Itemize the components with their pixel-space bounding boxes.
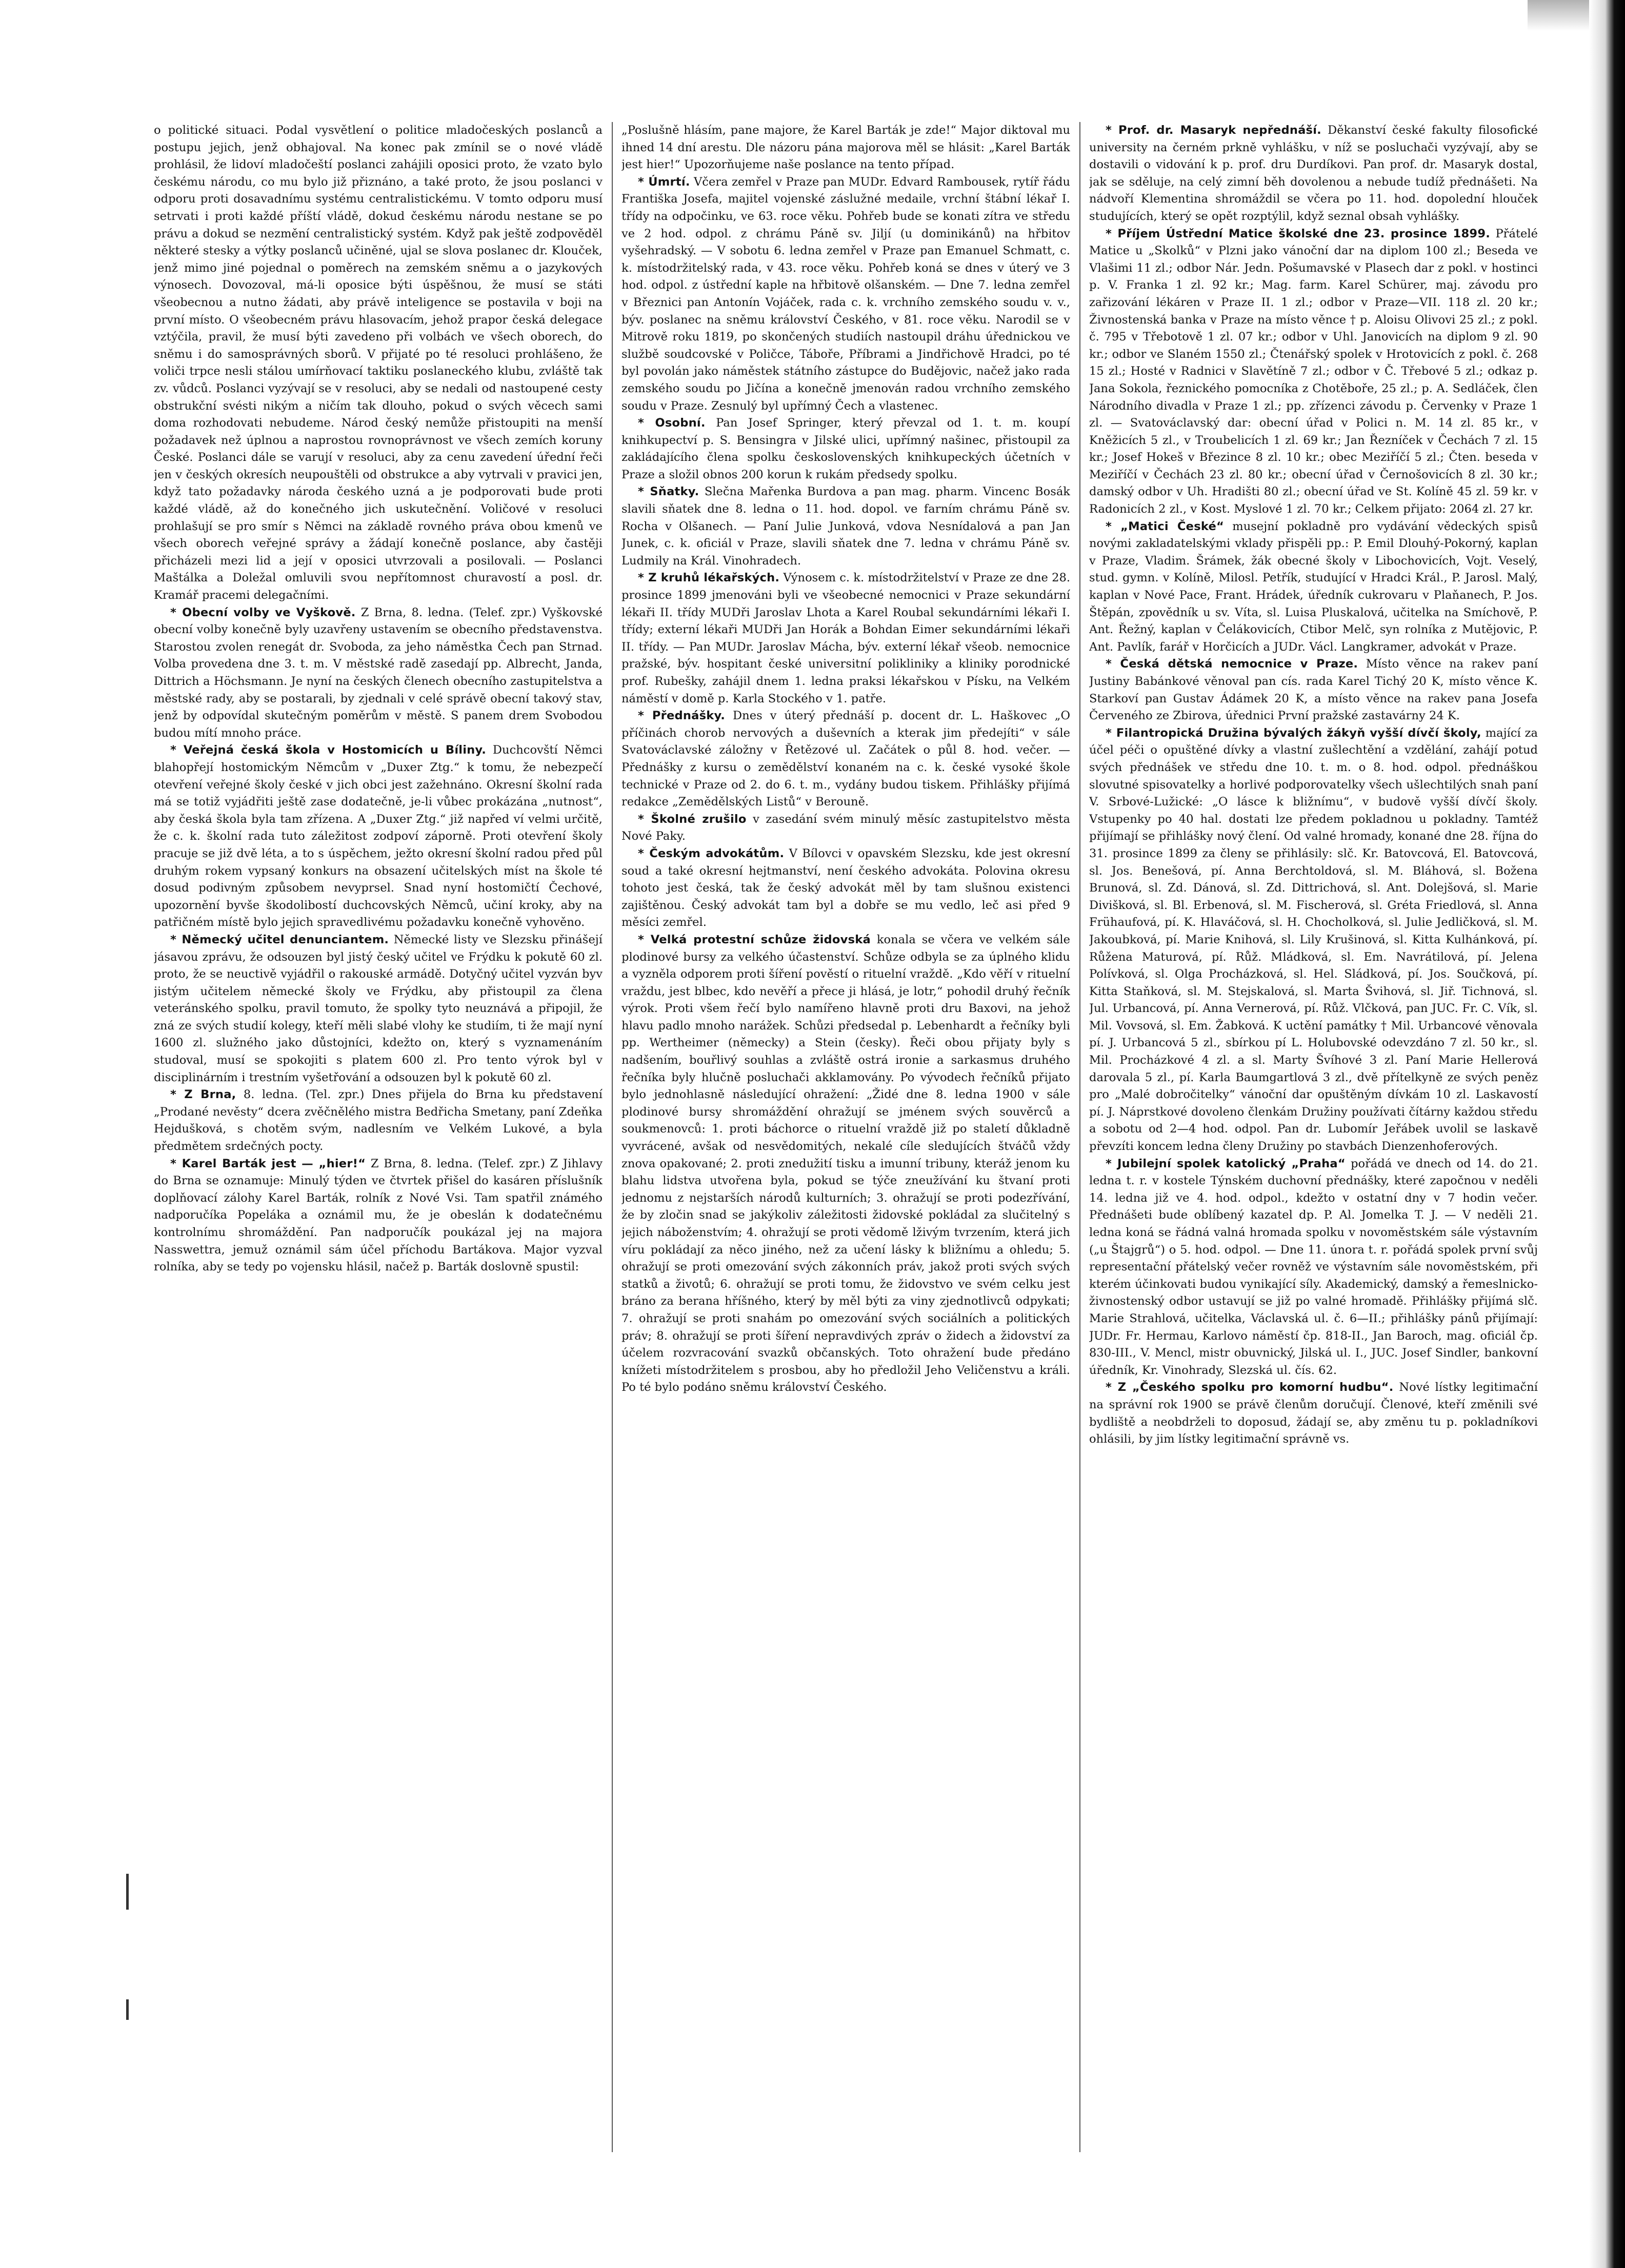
- article-text: Místo věnce na rakev paní Justiny Babánkové věnoval pan cís. rada Karel Tichý 20 K, místo věnce K. Starkoví pan Gustav Ádámek 20 K, a místo věnce na rakev pana Josefa Červeného ze Zbirova, úřednici První pražské zastavárny 24 K.: [1089, 657, 1538, 723]
- margin-pencil-mark: [126, 1874, 129, 1910]
- column-divider: [612, 122, 613, 2152]
- article-text: 8. ledna. (Tel. zpr.) Dnes přijela do Brna ku představení „Prodané nevěsty“ dcera zvěčnělého mistra Bedřicha Smetany, paní Zdeňka Hejdušková, s chotěm svým, nadlesním ve Velkém Lukové, a byla předmětem srdečných pocty.: [154, 1088, 603, 1153]
- article-headline: * Filantropická Družina bývalých žákyň vyšší dívčí školy,: [1106, 726, 1481, 740]
- article-paragraph: [621, 483, 1070, 570]
- article-paragraph: [621, 931, 1070, 1396]
- article-paragraph: [154, 122, 603, 604]
- article-headline: * Karel Barták jest — „hier!“: [170, 1157, 366, 1170]
- newspaper-page: [154, 122, 1538, 2152]
- article-headline: * Jubilejní spolek katolický „Praha“: [1106, 1157, 1346, 1170]
- article-paragraph: [1089, 656, 1538, 724]
- article-headline: * Velká protestní schůze židovská: [638, 933, 871, 946]
- article-paragraph: [621, 415, 1070, 483]
- scan-corner-shadow: [1528, 0, 1589, 31]
- article-text: „Poslušně hlásím, pane majore, že Karel Barták je zde!“ Major diktoval mu ihned 14 dní arestu. Dle názoru pána majorova měl se hlásit: „Karel Barták jest hier!“ Upozorňujeme naše poslance na tento případ.: [621, 124, 1070, 172]
- article-text: Děkanství české fakulty filosofické university na černém prkně vyhlášku, v níž se posluchači vyzývají, aby se dostavili o vidování k p. prof. dru Durdíkovi. Pan prof. dr. Masaryk dostal, jak se sděluje, na celý zimní běh dovolenou a nebude tudíž přednášeti. Na nádvoří Klementina shromáždil se včera po 11. hod. dopolední hlouček studujících, který se opět rozptýlil, když seznal obsah vyhlášky.: [1089, 124, 1538, 223]
- article-paragraph: [1089, 725, 1538, 1156]
- article-text: v zasedání svém minulý měsíc zastupitelstvo města Nové Paky.: [621, 812, 1070, 843]
- article-text: Přátelé Matice u „Skolků“ v Plzni jako vánoční dar na diplom 100 zl.; Beseda ve Vlašimi 11 zl.; odbor Nár. Jedn. Pošumavské v Plasech dar z pokl. v hostinci p. V. Franka 1 zl. 92 kr.; Mag. farm. Karel Schürer, maj. závodu pro zařizování lékáren v Praze II. 1 zl.; odbor v Praze—VII. 118 zl. 20 kr.; Živnostenská banka v Praze na místo věnce † p. Aloisu Olivovi 25 zl.; z pokl. č. 795 v Třebotově 1 zl. 07 kr.; odbor v Uhl. Janovicích na diplom 9 zl. 90 kr.; odbor ve Slaném 1550 zl.; Čtenářský spolek v Hrotovicích z pokl. č. 268 15 zl.; Hosté v Radnici v Slavětíně 7 zl.; odbor v Č. Třebové 5 zl.; odkaz p. Jana Sokola, řeznického pomocníka z Chotěboře, 25 zl.; p. A. Sedláček, člen Národního divadla v Praze 1 zl.; pp. zřízenci závodu p. Červenky v Praze 1 zl. — Svatováclavský dar: obecní úřad v Polici n. M. 14 zl. 85 kr., v Kněžicích 5 zl., v Troubelicích 1 zl. 69 kr.; Jan Řezníček v Čechách 7 zl. 15 kr.; Josef Hokeš v Březince 8 zl. 10 kr.; obec Meziříčí 5 zl.; Čten. beseda v Meziříčí v Čechách 23 zl. 80 kr.; obecní úřad v Černošovicích 8 zl. 30 kr.; damský odbor v Uh. Hradišti 80 zl.; obecní úřad ve St. Kolíně 45 zl. 59 kr. v Radonicích 2 zl., v Kost. Myslové 1 zl. 70 kr.; Celkem přijato: 2064 zl. 27 kr.: [1089, 227, 1538, 516]
- article-headline: * Z „Českého spolku pro komorní hudbu“.: [1106, 1381, 1394, 1394]
- article-headline: * Obecní volby ve Vyškově.: [170, 605, 356, 619]
- article-text: musejní pokladně pro vydávání vědeckých spisů novými zakladatelskými vklady přispěli pp.: P. Emil Dlouhý-Pokorný, kaplan v Praze, Vladim. Šrámek, žák obecné školy v Libochovicích, Vojt. Veselý, stud. gymn. v Kolíně, Milosl. Petřík, studující v Hradci Král., P. Jarosl. Malý, kaplan v Nové Pace, Frant. Hrádek, úředník cukrovaru v Plaňanech, P. Jos. Štěpán, zpovědník u sv. Víta, sl. Luisa Pluskalová, učitelka na Smíchově, P. Ant. Řežný, kaplan v Čelákovicích, Ctibor Melč, syn rolníka z Mutějovic, P. Ant. Pavlík, farář v Horčicích a JUDr. Václ. Langkramer, advokát v Praze.: [1089, 519, 1538, 654]
- article-text: Z Brna, 8. ledna. (Telef. zpr.) Z Jihlavy do Brna se oznamuje: Minulý týden ve čtvrtek přišel do kasáren příslušník doplňovací zálohy Karel Barták, rolník z Nové Vsi. Tam spatřil známého nadporučíka Popeláka a oznámil mu, že je obeslán k dodatečnému kontrolnímu shromáždění. Pan nadporučík poukázal jej na majora Nasswettra, jemuž oznámil sám účel příchodu Bartákova. Major vyzval rolníka, aby se tedy po vojensku hlásil, načež p. Barták doslovně spustil:: [154, 1157, 603, 1274]
- article-paragraph: [154, 742, 603, 931]
- article-headline: * Úmrtí.: [638, 175, 690, 189]
- column-3: [1089, 122, 1538, 2152]
- article-paragraph: [1089, 226, 1538, 518]
- article-headline: * Z Brna,: [170, 1088, 236, 1102]
- article-paragraph: [1089, 518, 1538, 656]
- column-2: [621, 122, 1070, 2152]
- article-paragraph: [621, 570, 1070, 707]
- article-text: Německé listy ve Slezsku přinášejí jásavou zprávu, že odsouzen byl jistý český učitel ve Frýdku k pokutě 60 zl. proto, že se neuctivě vyjádřil o rakouské armádě. Dotyčný učitel vyzván byv jistým učitelem německé školy ve Frýdku, aby přistoupil za člena veteránského spolku, pravil tomuto, že spolky tyto neuznává a připojil, že zná ze svých studií kolegy, kteří měli slabé vlohy ke studiím, ti že mají nyní 1600 zl. služného jako důstojníci, kdežto on, který s vyznamenáním studoval, musí se spokojiti s platem 600 zl. Pro tento výrok byl v disciplinárním i trestním vyšetřování a odsouzen byl k pokutě 60 zl.: [154, 933, 603, 1084]
- article-text: Z Brna, 8. ledna. (Telef. zpr.) Vyškovské obecní volby konečně byly uzavřeny ustavením se obecního představenstva. Starostou zvolen renegát dr. Svoboda, za jeho náměstka Čech pan Strnad. Volba provedena dne 3. t. m. V městské radě zasedají pp. Albrecht, Janda, Dittrich a Höchsmann. Je nyní na českých členech obecního zastupitelstva a městské rady, aby se postarali, by zjednali v celé správě obecní takový stav, jenž by odpovídal skutečným poměrům v městě. S panem drem Svobodou budou mítí mnoho práce.: [154, 605, 603, 740]
- article-headline: * Veřejná česká škola v Hostomicích u Bíliny.: [170, 743, 487, 757]
- article-headline: * Prof. dr. Masaryk nepřednáší.: [1106, 124, 1321, 137]
- article-paragraph: [1089, 122, 1538, 226]
- article-text: Duchcovští Němci blahopřejí hostomickým Němcům v „Duxer Ztg.“ k tomu, že nebezpečí otevření veřejné školy české v jich obci jest zažehnáno. Okresní školní rada má se totiž vyjádřiti ještě zase dodatečně, je-li vůbec prokázána „nutnost“, aby česká škola byla tam zřízena. A „Duxer Ztg.“ již napřed ví velmi určitě, že c. k. školní rada tuto záležitost zodpoví záporně. Proti otevření školy pracuje se již dvě léta, a to s úspěchem, ježto okresní školní radou před půl druhým rokem vypsaný konkurs na obsazení učitelských míst na škole té dosud podivným způsobem nevyprsel. Snad nyní hostomičtí Čechové, upozornění byvše škodolibostí duchcovských Němců, učiní kroky, aby na patřičném místě bylo jejich spravedlivému požadavku konečně vyhověno.: [154, 743, 603, 929]
- article-headline: * Osobní.: [638, 416, 706, 430]
- article-headline: * Z kruhů lékařských.: [638, 571, 780, 585]
- article-paragraph: [154, 1086, 603, 1155]
- column-divider: [1079, 122, 1080, 2152]
- article-paragraph: [1089, 1156, 1538, 1380]
- article-text: pořádá ve dnech od 14. do 21. ledna t. r. v kostele Týnském duchovní přednášky, které započnou v neděli 14. ledna již ve 4. hod. odpol., kdežto v ostatní dny v 7 hodin večer. Přednášeti bude oblíbený kazatel dp. P. Al. Jomelka T. J. — V neděli 21. ledna koná se řádná valná hromada spolku v novoměstském sále výstavním („u Štajgrů“) o 5. hod. odpol. — Dne 11. února t. r. pořádá spolek první svůj representační přátelský večer rovněž ve výstavním sále novoměstském, při kterém účinkovati budou vynikající síly. Akademický, damský a řemeslnicko-živnostenský odbor ustavují se již po valné hromadě. Přihlášky přijímá slč. Marie Strahlová, učitelka, Václavská ul. č. 6—II.; přihlášky pánů přijímají: JUDr. Fr. Hermau, Karlovo náměstí čp. 818-II., Jan Baroch, mag. oficiál čp. 830-III., V. Mencl, mistr obuvnický, Jilská ul. I., JUC. Josef Sindler, bankovní úředník, Kr. Vinohrady, Slezská ul. čís. 62.: [1089, 1157, 1538, 1377]
- article-headline: * Příjem Ústřední Matice školské dne 23. prosince 1899.: [1106, 227, 1491, 240]
- article-text: Dnes v úterý přednáší p. docent dr. L. Haškovec „O příčinách chorob nervových a duševních a kterak jim předejíti“ v sále Svatováclavské záložny v Řetězové ul. Začátek o půl 8. hod. večer. — Přednášky z kursu o zemědělství konaném na c. k. české vysoké škole technické v Praze od 2. do 6. t. m., vydány budou tiskem. Přihlášky přijímá redakce „Zemědělských Listů“ v Berouně.: [621, 709, 1070, 809]
- article-paragraph: [154, 1156, 603, 1276]
- margin-pencil-mark: [126, 1999, 129, 2020]
- article-headline: * Sňatky.: [638, 485, 699, 499]
- article-paragraph: [154, 931, 603, 1086]
- article-text: Pan Josef Springer, který převzal od 1. t. m. koupí knihkupectví p. S. Bensingra v Jilské ulici, upřímný našinec, přistoupil za zakládajícího člena spolku československých knihkupeckých účetních v Praze a složil obnos 200 korun k rukám předsedy spolku.: [621, 416, 1070, 481]
- article-headline: * Německý učitel denunciantem.: [170, 933, 389, 946]
- article-paragraph: [154, 604, 603, 742]
- article-headline: * „Matici České“: [1106, 519, 1225, 533]
- article-text: Slečna Mařenka Burdova a pan mag. pharm. Vincenc Bosák slavili sňatek dne 8. ledna o 11. hod. dopol. ve farním chrámu Páně sv. Rocha v Olšanech. — Paní Julie Junková, vdova Nesnídalová a pan Jan Junek, c. k. oficiál v Praze, slavili sňatek dne 7. ledna v chrámu Páně sv. Ludmily na Král. Vinohradech.: [621, 485, 1070, 568]
- article-text: mající za účel péči o opuštěné dívky a vlastní zušlechtění a vzdělání, zahájí potud svých přednášek ve středu dne 10. t. m. o 8. hod. odpol. přednáškou slovutné spisovatelky a horlivé podporovatelky všech ušlechtilých snah paní V. Srbové-Lužické: „O lásce k bližnímu“, v budově vyšší dívčí školy. Vstupenky po 40 hal. dostati lze předem pokladnou u pokladny. Tamtéž přijímají se přihlášky nový člení. Od valné hromady, konané dne 28. října do 31. prosince 1899 za členy se přihlásily: slč. Kr. Batovcová, El. Batovcová, sl. Jos. Benešová, pí. Anna Berchtoldová, sl. M. Bláhová, sl. Božena Brunová, sl. Zd. Dánová, sl. Zd. Dittrichová, sl. Ant. Dolejšová, sl. Marie Divišková, sl. Bl. Erbenová, sl. M. Fischerová, sl. Gréta Friedlová, sl. Anna Frühaufová, pí. K. Hlaváčová, sl. H. Chocholková, sl. Julie Jedličková, sl. M. Jakoubková, pí. Marie Knihová, sl. Lily Krušinová, sl. Kitta Kulhánková, pí. Růžena Maturová, pí. Růž. Mládková, sl. Em. Navrátilová, pí. Jelena Polívková, sl. Olga Procházková, sl. Hel. Sládková, pí. Jos. Součková, pí. Kitta Staňková, sl. M. Stejskalová, sl. Marta Švihová, sl. Jiř. Tichnová, sl. Jul. Urbancová, pí. Anna Vernerová, pí. Růž. Vlčková, pan JUC. Fr. C. Vík, sl. Mil. Vovsová, sl. Em. Žabková. K uctění památky † Mil. Urbancové věnovala pí. J. Urbancová 5 zl., sbírkou pí L. Holubovské odevzdáno 7 zl. 50 kr., sl. Mil. Procházkové 4 zl. a sl. Marty Švíhové 3 zl. Paní Marie Hellerová darovala 5 zl., pí. Karla Baumgartlová 3 zl., dvě přítelkyně ze svých peněz pro „Malé dobročitelky“ vánoční dar opuštěným dívkám 10 zl. Laskavostí pí. J. Náprstkové dovoleno členkám Družiny používati čítárny každou středu a sobotu od 2—4 hod. odpol. Pan dr. Lubomír Jeřábek uvolil se laskavě převzíti koncem ledna členy Družiny po stavbách Dienzenhoferových.: [1089, 726, 1538, 1153]
- article-paragraph: [621, 174, 1070, 415]
- article-paragraph: [621, 811, 1070, 845]
- article-paragraph: [621, 707, 1070, 811]
- column-1: [154, 122, 603, 2152]
- article-headline: * Přednášky.: [638, 709, 726, 723]
- article-text: Včera zemřel v Praze pan MUDr. Edvard Rambousek, rytíř řádu Františka Josefa, majitel vojenské záslužné medaile, vrchní štábní lékař I. třídy na odpočinku, ve 63. roce věku. Pohřeb bude se konati zítra ve středu ve 2 hod. odpol. z chrámu Páně sv. Jiljí (u dominikánů) na hřbitov vyšehradský. — V sobotu 6. ledna zemřel v Praze pan Emanuel Schmatt, c. k. místodržitelský rada, v 43. roce věku. Pohřeb koná se dnes v úterý ve 3 hod. odpol. z ústřední kaple na hřbitově olšanském. — Dne 7. ledna zemřel v Březnici pan Antonín Vojáček, rada c. k. vrchního zemského soudu v. v., býv. poslanec na sněmu království Českého, v 81. roce věku. Narodil se v Mitrově roku 1819, po skončených studiích nastoupil dráhu úřednickou ve službě soudcovské v Poličce, Táboře, Příbrami a Jindřichově Hradci, po té byl povolán jako náměstek státního zástupce do Budějovic, načež jako rada zemského soudu po Jičína a konečně jmenován radou vrchního zemského soudu v Praze. Zesnulý byl upřímný Čech a vlastenec.: [621, 175, 1070, 413]
- article-headline: * Česká dětská nemocnice v Praze.: [1106, 657, 1358, 671]
- scan-edge-shadow: [1589, 0, 1625, 2268]
- article-paragraph: [621, 122, 1070, 174]
- article-paragraph: [621, 845, 1070, 931]
- article-headline: * Českým advokátům.: [638, 846, 785, 860]
- article-text: Nové lístky legitimační na správní rok 1900 se právě členům doručují. Členové, kteří změnili své bydliště a neobdrželi to doposud, žádají se, aby změnu tu p. pokladníkovi ohlásili, by jim lístky legitimační správně vs.: [1089, 1381, 1538, 1446]
- article-paragraph: [1089, 1379, 1538, 1448]
- article-headline: * Školné zrušilo: [638, 812, 747, 826]
- article-text: konala se včera ve velkém sále plodinové bursy za velkého účastenství. Schůze odbyla se za úplného klidu a vyzněla odporem proti šíření pověstí o rituelní vraždě. „Kdo věří v rituelní vraždu, jest blbec, kdo nevěří a přece ji hlásá, je lotr,“ pohodil druhý řečník výrok. Proti všem řečí bylo namířeno hlavně proti dru Baxovi, na jehož hlavu padlo mnoho narážek. Schůzi předsedal p. Lebenhardt a řečníky byli pp. Wertheimer (německy) a Stein (česky). Řeči obou přijaty byly s nadšením, bouřlivý souhlas a zvláště ostrá ironie a sarkasmus druhého řečníka byly hlučně posluchači akklamovány. Po vývodech řečníků přijato bylo jednohlasně následující ohražení: „Židé dne 8. ledna 1900 v sále plodinové bursy shromáždění ohražují se jménem svých souvěrců a soukmenovců: 1. proti báchorce o rituelní vraždě již po staletí důkladně vyvrácené, avšak od nesvědomitých, nekalé cíle sledujících štváčů vždy znova opakované; 2. proti znedužití tisku a imunní tribuny, kteráž jenom ku blahu lidstva utvořena byla, pokud se týče zneužívání ku štvaní proti jednomu z nejstarších národů kulturních; 3. ohražují se proti podezřívání, že by zločin snad se jakýkoliv záležitosti židovské pokládal za slučitelný s jejich náboženstvím; 4. ohražují se proti vědomě lživým tvrzením, která jich víru pokládají za něco jiného, než za učení lásky k bližnímu a ohledu; 5. ohražují se proti omezování svých zákonních práv, jakož proti svých svých statků a životů; 6. ohražují se proti tomu, že židovstvo ve svém celku jest bráno za berana hříšného, který by měl býti za viny zjednotlivců odpykati; 7. ohražují se proti snahám po omezování svých sociálních a politických práv; 8. ohražují se proti šíření nepravdivých zpráv o židech a židovství za účelem rozvracování svazků občanských. Toto ohražení bude předáno knížeti místodržitelem s prosbou, aby ho předložil Jeho Veličenstvu a králi. Po té bylo podáno sněmu království Českého.: [621, 933, 1070, 1394]
- article-text: Výnosem c. k. místodržitelství v Praze ze dne 28. prosince 1899 jmenováni byli ve všeobecné nemocnici v Praze sekundární lékaři II. třídy MUDři Jaroslav Lhota a Karel Roubal sekundárními lékaři I. třídy; externí lékaři MUDři Jan Horák a Bohdan Eimer sekundárními lékaři II. třídy. — Pan MUDr. Jaroslav Mácha, býv. externí lékař všeob. nemocnice pražské, býv. hospitant české universitní polikliniky a kliniky porodnické prof. Rubešky, zahájil dnem 1. ledna praksi lékařskou v Písku, na Velkém náměstí v domě p. Karla Stockého v 1. patře.: [621, 571, 1070, 705]
- article-text: V Bílovci v opavském Slezsku, kde jest okresní soud a také okresní hejtmanství, není českého advokáta. Polovina okresu tohoto jest česká, tak že český advokát měl by tam slušnou existenci zajištěnou. Český advokát tam byl a dobře se mu vedlo, leč asi před 9 měsíci zemřel.: [621, 846, 1070, 929]
- article-text: o politické situaci. Podal vysvětlení o politice mladočeských poslanců a postupu jejich, jenž obhajoval. Na konec pak zmínil se o nové vládě prohlásil, že lidoví mladočeští poslanci zahájili oposici proto, že vzato bylo českému národu, co mu bylo již přiznáno, a také proto, že jsou poslanci v odporu proti dosavadnímu systému centralistickému. V tomto odporu musí setrvati i proti každé příští vládě, dokud českému národu nestane se po právu a dokud se nezmění centralistický systém. Když pak ještě zodpověděl některé stesky a výtky poslanců učiněné, ujal se slova poslanec dr. Klouček, jenž mimo jiné pojednal o poměrech na zemském sněmu a o jazykových výnosech. Dovozoval, má-li oposice býti úspěšnou, že musí se státi všeobecnou a nutno žádati, aby právě inteligence se postavila v boji na první místo. O všeobecném právu hlasovacím, jehož prapor česká delegace vztýčila, pravil, že musí býti zavedeno při volbách ve všech oborech, do sněmu i do samosprávných sborů. V přijaté po té resoluci prohlášeno, že voliči trpce nesli stálou umírňovací taktiku poslaneckého klubu, zvláště tak zv. vůdců. Poslanci vyzývají se v resoluci, aby se nedali od nastoupené cesty obstrukční svésti nikým a ničím tak dlouho, pokud o svých věcech sami doma rozhodovati nebudeme. Národ český nemůže přistoupiti na menší požadavek než úplnou a naprostou rovnoprávnost ve všech zemích koruny České. Poslanci dále se varují v resoluci, aby za cenu zavedení úřední řeči jen v českých okresích neupouštěli od obstrukce a aby vytrvali v pravici jen, když tato požadavky národa českého uzná a je podporovati bude proti každé vládě, až do konečného jich uskutečnění. Voličové v resoluci prohlašují se pro smír s Němci na základě rovného práva obou kmenů ve všech oborech veřejné správy a žádají konečně poslance, aby častěji přicházeli mezi lid a její v oposici utvrzovali a posilovali. — Poslanci Maštálka a Doležal omluvili svou nepřítomnost churavostí a posl. dr. Kramář pracemi delegačními.: [154, 124, 603, 602]
